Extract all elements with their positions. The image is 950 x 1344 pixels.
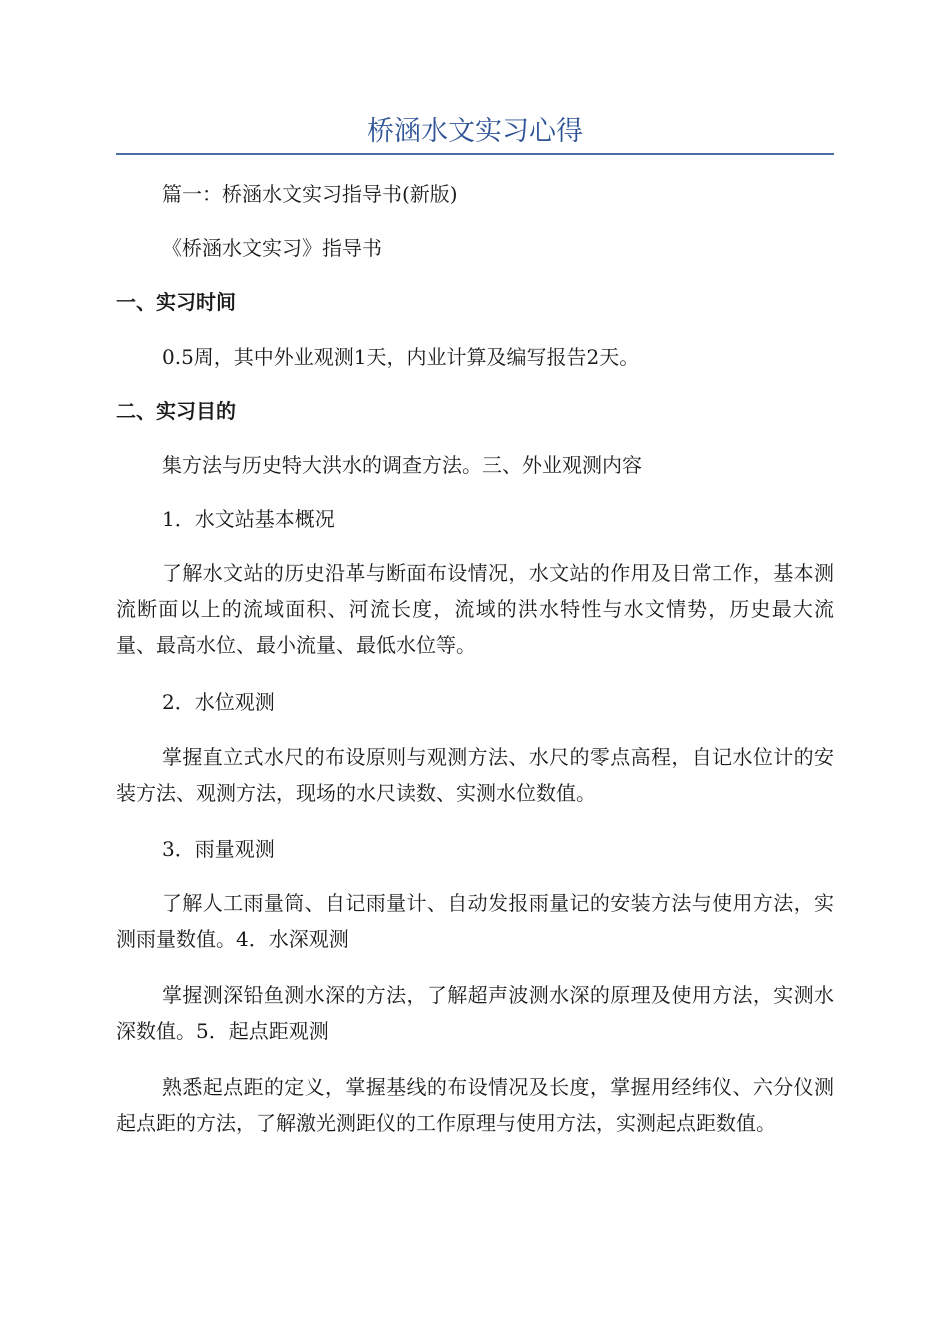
water-level-paragraph: 掌握直立式水尺的布设原则与观测方法、水尺的零点高程，自记水位计的安装方法、观测方法，现场的水尺读数、实测水位数值。 (116, 745, 834, 805)
page-title: 桥涵水文实习心得 (367, 116, 583, 147)
starting-distance-paragraph: 熟悉起点距的定义，掌握基线的布设情况及长度，掌握用经纬仪、六分仪测起点距的方法，了解激光测距仪的工作原理与使用方法，实测起点距数值。 (116, 1075, 834, 1135)
item-heading-station: 1．水文站基本概况 (162, 507, 335, 531)
title-underline (116, 153, 834, 155)
item-heading-rainfall: 3．雨量观测 (162, 837, 275, 861)
station-paragraph: 了解水文站的历史沿革与断面布设情况，水文站的作用及日常工作，基本测流断面以上的流域面积、河流长度，流域的洪水特性与水文情势，历史最大流量、最高水位、最小流量、最低水位等。 (116, 561, 834, 657)
subtitle-paragraph: 篇一：桥涵水文实习指导书(新版) (162, 182, 458, 206)
depth-paragraph: 掌握测深铅鱼测水深的方法，了解超声波测水深的原理及使用方法，实测水深数值。5．起点距观测 (116, 983, 834, 1043)
rainfall-paragraph: 了解人工雨量筒、自记雨量计、自动发报雨量记的安装方法与使用方法，实测雨量数值。4．水深观测 (116, 891, 834, 951)
time-paragraph: 0.5周，其中外业观测1天，内业计算及编写报告2天。 (162, 345, 640, 369)
item-heading-water-level: 2．水位观测 (162, 690, 275, 714)
section-heading-purpose: 二、实习目的 (116, 399, 236, 423)
section-heading-time: 一、实习时间 (116, 290, 236, 314)
guide-title-paragraph: 《桥涵水文实习》指导书 (162, 236, 382, 260)
purpose-paragraph: 集方法与历史特大洪水的调查方法。三、外业观测内容 (162, 453, 642, 477)
